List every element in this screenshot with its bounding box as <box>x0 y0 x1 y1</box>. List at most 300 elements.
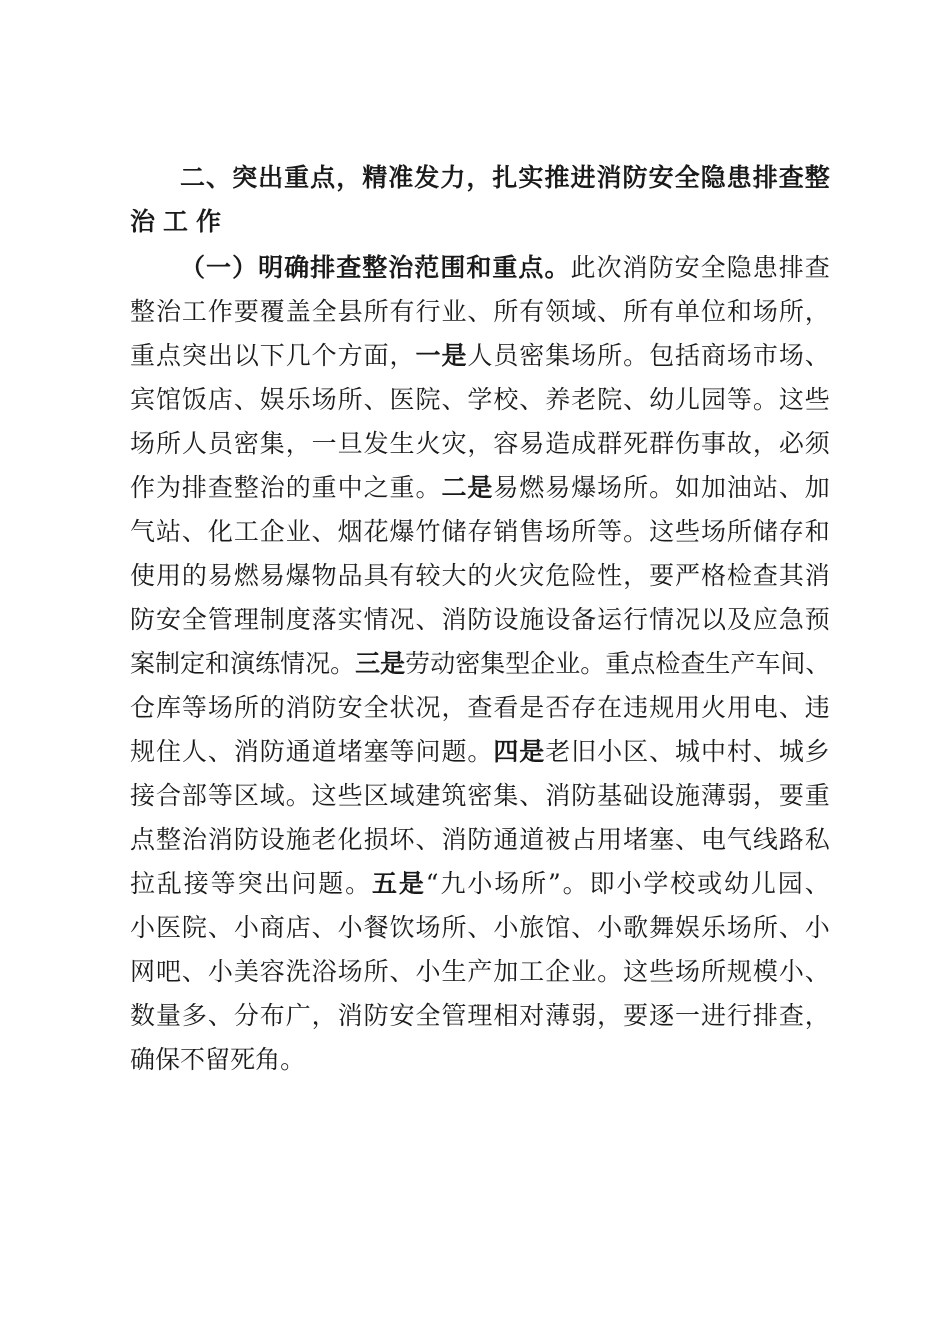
text-char: 为 <box>155 473 181 502</box>
text-char: 消 <box>622 253 648 282</box>
bold-text-char: 四 <box>493 737 519 766</box>
text-char: 治 <box>155 297 181 326</box>
heading-char: 精 <box>362 163 388 192</box>
text-char: 旧 <box>571 737 597 766</box>
text-char: 题 <box>441 737 467 766</box>
text-char: 塞 <box>363 737 389 766</box>
text-char: 安 <box>674 253 700 282</box>
paragraph-line <box>130 776 830 816</box>
text-char: 集 <box>480 649 506 678</box>
text-char: 出 <box>264 869 290 898</box>
text-char: 规 <box>130 737 156 766</box>
text-char: 场 <box>597 473 623 502</box>
text-char: 其 <box>778 561 804 590</box>
text-char: 必 <box>778 429 804 458</box>
text-char: 校 <box>670 869 696 898</box>
text-char: 电 <box>700 825 726 854</box>
text-char: 个 <box>311 341 337 370</box>
bold-text-char: ） <box>232 253 258 282</box>
text-char: 。 <box>562 869 588 898</box>
text-char: 排 <box>752 1001 778 1030</box>
text-char: 加 <box>493 957 519 986</box>
text-char: 、 <box>623 385 649 414</box>
text-char: 有 <box>389 297 415 326</box>
text-char: 运 <box>597 605 623 634</box>
text-char: 筑 <box>441 781 467 810</box>
text-char: ， <box>752 781 778 810</box>
text-char: 检 <box>726 561 752 590</box>
text-char: 对 <box>519 1001 545 1030</box>
text-char: 安 <box>389 1001 415 1030</box>
text-char: 人 <box>467 341 493 370</box>
text-char: 娱 <box>259 385 285 414</box>
text-char: 量 <box>155 1001 181 1030</box>
text-char: 美 <box>233 957 259 986</box>
heading-char: 点 <box>310 163 336 192</box>
text-char: 全 <box>700 253 726 282</box>
text-char: 用 <box>675 693 701 722</box>
text-char: 消 <box>441 605 467 634</box>
text-char: 、 <box>804 957 830 986</box>
text-char: 存 <box>778 517 804 546</box>
text-char: 、 <box>805 649 831 678</box>
text-char: ” <box>548 869 561 898</box>
heading-char: 整 <box>804 163 830 192</box>
text-char: 故 <box>726 429 752 458</box>
text-char: 小 <box>337 913 363 942</box>
text-char: 、 <box>519 385 545 414</box>
text-char: 题 <box>318 869 344 898</box>
text-char: 小 <box>130 913 156 942</box>
text-char: 密 <box>519 341 545 370</box>
text-char: 进 <box>700 1001 726 1030</box>
text-char: 方 <box>337 341 363 370</box>
text-char: 销 <box>493 517 519 546</box>
text-char: 造 <box>545 429 571 458</box>
text-char: 通 <box>493 825 519 854</box>
text-char: 场 <box>311 385 337 414</box>
text-char: 。 <box>467 737 493 766</box>
text-char: 要 <box>649 561 675 590</box>
text-char: 防 <box>233 825 259 854</box>
text-char: 突 <box>181 341 207 370</box>
text-char: 即 <box>589 869 615 898</box>
text-char: 角 <box>255 1045 281 1074</box>
text-char: 生 <box>705 649 731 678</box>
text-char: 旅 <box>519 913 545 942</box>
text-char: 合 <box>155 781 181 810</box>
text-char: 村 <box>726 737 752 766</box>
text-char: 位 <box>700 297 726 326</box>
text-char: 些 <box>649 957 675 986</box>
text-char: 包 <box>649 341 675 370</box>
text-char: 用 <box>597 825 623 854</box>
text-char: 。 <box>580 649 606 678</box>
text-char: 区 <box>233 781 259 810</box>
text-char: 域 <box>259 781 285 810</box>
text-char: 盖 <box>285 297 311 326</box>
text-char: 业 <box>441 297 467 326</box>
text-char: 一 <box>675 1001 701 1030</box>
text-char: 工 <box>233 517 259 546</box>
text-char: 被 <box>545 825 571 854</box>
text-char: 所 <box>441 913 467 942</box>
text-char: 小 <box>233 913 259 942</box>
text-char: 业 <box>285 517 311 546</box>
text-char: 所 <box>363 957 389 986</box>
text-char: ， <box>752 429 778 458</box>
text-char: 础 <box>623 781 649 810</box>
text-char: 品 <box>337 561 363 590</box>
text-char: 企 <box>530 649 556 678</box>
text-char: 场 <box>726 341 752 370</box>
text-char: 、 <box>519 781 545 810</box>
text-char: 有 <box>649 297 675 326</box>
text-char: 排 <box>181 473 207 502</box>
text-char: 违 <box>804 693 830 722</box>
text-char: 域 <box>571 297 597 326</box>
text-char: 设 <box>259 825 285 854</box>
text-char: 网 <box>130 957 156 986</box>
text-char: 场 <box>130 429 156 458</box>
text-char: 场 <box>494 869 520 898</box>
text-char: 理 <box>467 1001 493 1030</box>
bold-text-char: 一 <box>415 341 441 370</box>
bold-text-char: 二 <box>441 473 467 502</box>
text-char: 性 <box>597 561 623 590</box>
text-char: 老 <box>311 825 337 854</box>
heading-char: 重 <box>284 163 310 192</box>
text-char: 场 <box>726 913 752 942</box>
text-char: 排 <box>778 253 804 282</box>
text-char: 、 <box>389 957 415 986</box>
text-char: 站 <box>155 517 181 546</box>
text-char: 问 <box>291 869 317 898</box>
text-char: 。 <box>649 473 675 502</box>
text-char: 规 <box>726 957 752 986</box>
text-char: 落 <box>311 605 337 634</box>
section-heading-line-2 <box>130 202 830 242</box>
text-char: 易 <box>493 473 519 502</box>
text-char: 园 <box>700 385 726 414</box>
text-char: 具 <box>363 561 389 590</box>
text-char: 乡 <box>804 737 830 766</box>
text-char: 储 <box>441 517 467 546</box>
text-char: 爆 <box>285 561 311 590</box>
text-char: ， <box>597 1001 623 1030</box>
bold-text-char: 排 <box>310 253 336 282</box>
text-char: 油 <box>726 473 752 502</box>
text-char: 使 <box>130 561 156 590</box>
text-char: 防 <box>259 737 285 766</box>
text-char: 市 <box>752 341 778 370</box>
heading-char: 出 <box>258 163 284 192</box>
heading-char: 实 <box>518 163 544 192</box>
text-char: 企 <box>545 957 571 986</box>
text-char: 乐 <box>700 913 726 942</box>
text-char: 坏 <box>389 825 415 854</box>
text-char: 易 <box>207 561 233 590</box>
text-char: 小 <box>493 913 519 942</box>
text-char: 浴 <box>311 957 337 986</box>
text-char: 定 <box>180 649 206 678</box>
text-char: ， <box>623 561 649 590</box>
text-char: 施 <box>285 825 311 854</box>
text-char: 餐 <box>363 913 389 942</box>
text-char: 道 <box>311 737 337 766</box>
bold-text-char: 重 <box>492 253 518 282</box>
bold-text-char: 是 <box>380 649 406 678</box>
text-char: 密 <box>455 649 481 678</box>
heading-char: 患 <box>726 163 752 192</box>
text-char: 的 <box>181 561 207 590</box>
text-char: 施 <box>519 605 545 634</box>
text-char: 死 <box>230 1045 256 1074</box>
text-char: 有 <box>519 297 545 326</box>
text-char: 防 <box>467 825 493 854</box>
text-char: 、 <box>441 385 467 414</box>
text-char: 、 <box>207 1001 233 1030</box>
text-char: 全 <box>311 297 337 326</box>
text-char: 园 <box>777 869 803 898</box>
text-char: 竹 <box>415 517 441 546</box>
text-char: 等 <box>389 737 415 766</box>
text-char: 型 <box>505 649 531 678</box>
text-char: 以 <box>233 341 259 370</box>
text-char: 中 <box>337 473 363 502</box>
text-char: 整 <box>130 297 156 326</box>
text-char: 院 <box>181 913 207 942</box>
text-char: 烟 <box>337 517 363 546</box>
text-char: 、 <box>675 825 701 854</box>
bold-text-char: 是 <box>467 473 493 502</box>
bold-text-char: 五 <box>372 869 398 898</box>
text-char: 、 <box>207 913 233 942</box>
text-char: 况 <box>415 693 441 722</box>
text-char: 集 <box>493 781 519 810</box>
paragraph-line <box>130 996 830 1036</box>
text-char: 否 <box>545 693 571 722</box>
text-char: 花 <box>363 517 389 546</box>
text-char: 出 <box>207 341 233 370</box>
bold-text-char: 三 <box>355 649 381 678</box>
text-char: 人 <box>181 737 207 766</box>
text-char: 小 <box>778 957 804 986</box>
text-char: 拉 <box>130 869 156 898</box>
text-char: 检 <box>655 649 681 678</box>
text-char: 看 <box>493 693 519 722</box>
paragraph-line <box>180 248 830 288</box>
text-char: 小 <box>415 957 441 986</box>
text-char: 重 <box>804 781 830 810</box>
text-char: 重 <box>605 649 631 678</box>
heading-char: 消 <box>596 163 622 192</box>
text-char: 覆 <box>259 297 285 326</box>
text-char: ， <box>441 693 467 722</box>
text-char: 这 <box>649 517 675 546</box>
text-char: 所 <box>521 869 547 898</box>
text-char: 所 <box>726 517 752 546</box>
text-char: 突 <box>237 869 263 898</box>
text-char: 灾 <box>441 429 467 458</box>
text-char: 生 <box>441 957 467 986</box>
bold-text-char: 是 <box>398 869 424 898</box>
text-char: 所 <box>778 297 804 326</box>
text-char: 、 <box>181 517 207 546</box>
heading-char: 隐 <box>700 163 726 192</box>
text-char: 小 <box>616 869 642 898</box>
text-char: 防 <box>130 605 156 634</box>
text-char: 要 <box>233 297 259 326</box>
text-char: 损 <box>363 825 389 854</box>
text-char: 练 <box>255 649 281 678</box>
text-char: 容 <box>259 957 285 986</box>
text-char: 治 <box>181 825 207 854</box>
text-char: 查 <box>207 473 233 502</box>
text-char: 场 <box>415 913 441 942</box>
text-char: 化 <box>207 517 233 546</box>
heading-char: 查 <box>778 163 804 192</box>
text-char: 急 <box>778 605 804 634</box>
text-char: 此 <box>570 253 596 282</box>
text-char: 集 <box>259 429 285 458</box>
paragraph-line <box>130 952 830 992</box>
text-char: 一 <box>311 429 337 458</box>
text-char: 塞 <box>649 825 675 854</box>
text-char: 管 <box>441 1001 467 1030</box>
text-char: 消 <box>285 693 311 722</box>
text-char: 间 <box>780 649 806 678</box>
text-char: 严 <box>675 561 701 590</box>
text-char: 、 <box>415 605 441 634</box>
text-char: 危 <box>545 561 571 590</box>
text-char: ， <box>285 429 311 458</box>
paragraph-line <box>130 556 830 596</box>
text-char: 防 <box>648 253 674 282</box>
text-char: 用 <box>726 693 752 722</box>
paragraph-line <box>130 1040 830 1080</box>
text-char: 大 <box>441 561 467 590</box>
text-char: 店 <box>207 385 233 414</box>
text-char: 这 <box>623 957 649 986</box>
text-char: 燃 <box>519 473 545 502</box>
text-char: 。 <box>285 781 311 810</box>
text-char: 易 <box>545 473 571 502</box>
bold-text-char: 整 <box>362 253 388 282</box>
text-char: 医 <box>155 913 181 942</box>
text-char: 理 <box>233 605 259 634</box>
text-char: 等 <box>726 385 752 414</box>
text-char: 群 <box>649 429 675 458</box>
text-char: 安 <box>155 605 181 634</box>
bold-text-char: 确 <box>284 253 310 282</box>
text-char: 不 <box>180 1045 206 1074</box>
text-char: 站 <box>752 473 778 502</box>
bold-text-char: 点 <box>518 253 544 282</box>
text-char: 所 <box>337 385 363 414</box>
bold-text-char: 围 <box>440 253 466 282</box>
text-char: 员 <box>207 429 233 458</box>
text-char: 旦 <box>337 429 363 458</box>
paragraph-line <box>130 732 830 772</box>
text-char: 所 <box>623 297 649 326</box>
text-char: 度 <box>285 605 311 634</box>
text-char: 重 <box>389 473 415 502</box>
text-char: 消 <box>804 561 830 590</box>
text-char: 如 <box>675 473 701 502</box>
text-char: 、 <box>804 869 830 898</box>
text-char: 或 <box>697 869 723 898</box>
text-char: 些 <box>675 517 701 546</box>
text-char: 全 <box>363 693 389 722</box>
text-char: 广 <box>285 1001 311 1030</box>
bold-text-char: （ <box>180 253 206 282</box>
text-char: 加 <box>804 473 830 502</box>
text-char: 存 <box>571 693 597 722</box>
bold-text-char: 查 <box>336 253 362 282</box>
bold-text-char: 是 <box>519 737 545 766</box>
text-char: 场 <box>545 517 571 546</box>
text-char: 面 <box>363 341 389 370</box>
text-char: 。 <box>330 649 356 678</box>
text-char: 宾 <box>130 385 156 414</box>
text-char: 弱 <box>571 1001 597 1030</box>
text-char: 所 <box>363 297 389 326</box>
text-char: ， <box>804 1001 830 1030</box>
text-char: 易 <box>519 429 545 458</box>
text-char: 店 <box>285 913 311 942</box>
text-char: 查 <box>778 1001 804 1030</box>
text-char: 饮 <box>389 913 415 942</box>
text-char: 老 <box>545 737 571 766</box>
bold-text-char: 一 <box>206 253 232 282</box>
text-char: 全 <box>415 1001 441 1030</box>
text-char: 儿 <box>675 385 701 414</box>
text-char: 九 <box>440 869 466 898</box>
text-char: 所 <box>493 297 519 326</box>
text-char: 全 <box>181 605 207 634</box>
text-char: 等 <box>181 693 207 722</box>
text-char: 工 <box>519 957 545 986</box>
text-char: 密 <box>467 781 493 810</box>
text-char: 住 <box>155 737 181 766</box>
text-char: 乐 <box>285 385 311 414</box>
text-char: 情 <box>649 605 675 634</box>
text-char: 产 <box>730 649 756 678</box>
text-char: 气 <box>726 825 752 854</box>
text-char: 点 <box>130 825 156 854</box>
text-char: 况 <box>305 649 331 678</box>
text-char: 产 <box>467 957 493 986</box>
text-char: 和 <box>804 517 830 546</box>
text-char: 儿 <box>750 869 776 898</box>
text-char: 消 <box>207 825 233 854</box>
heading-char: 准 <box>388 163 414 192</box>
text-char: 以 <box>700 605 726 634</box>
text-char: 须 <box>804 429 830 458</box>
text-char: 演 <box>230 649 256 678</box>
text-char: 、 <box>467 913 493 942</box>
text-char: 管 <box>207 605 233 634</box>
text-char: 等 <box>597 517 623 546</box>
text-char: 所 <box>571 517 597 546</box>
heading-char: 推 <box>544 163 570 192</box>
text-char: 查 <box>752 561 778 590</box>
text-char: 事 <box>700 429 726 458</box>
text-char: 、 <box>181 957 207 986</box>
heading-char: 扎 <box>492 163 518 192</box>
text-char: 保 <box>155 1045 181 1074</box>
